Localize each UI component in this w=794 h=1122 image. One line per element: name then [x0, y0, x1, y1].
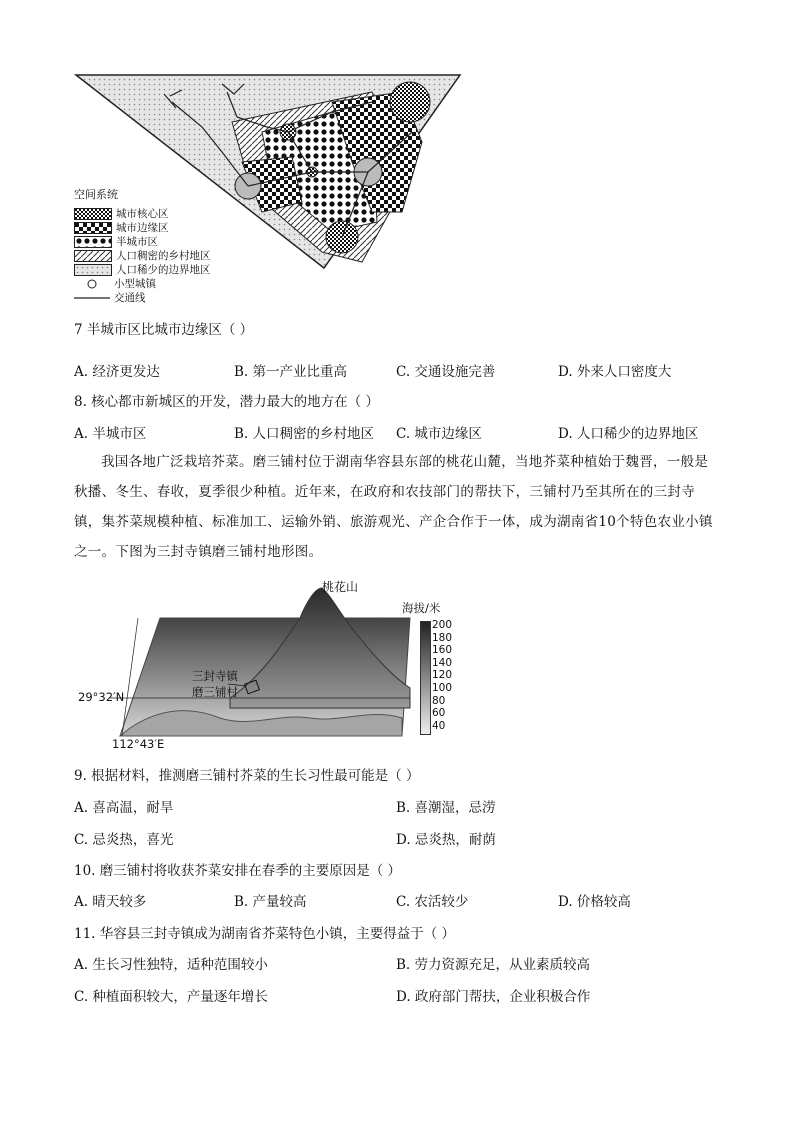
legend-title: 空间系统: [74, 188, 118, 201]
q8-option-a[interactable]: A. 半城市区: [74, 426, 147, 442]
legend-swatch-rural: [74, 250, 112, 262]
legend-item: [74, 248, 211, 263]
legend-item: [74, 262, 211, 277]
town-label: 三封寺镇: [192, 669, 238, 683]
q7-option-c[interactable]: C. 交通设施完善: [396, 364, 496, 380]
village-label: 磨三铺村: [192, 685, 238, 699]
q7-option-b[interactable]: B. 第一产业比重高: [234, 364, 348, 380]
legend-item: [74, 220, 169, 235]
elevation-tick: 80: [432, 694, 446, 707]
legend-label: 人口稠密的乡村地区: [116, 250, 211, 262]
legend-swatch-line: [74, 293, 110, 303]
q11-option-a[interactable]: A. 生长习性独特，适种范围较小: [74, 957, 268, 973]
q8-option-c[interactable]: C. 城市边缘区: [396, 426, 482, 442]
question-9-stem: 9. 根据材料，推测磨三铺村芥菜的生长习性最可能是（ ）: [74, 768, 420, 784]
elevation-ticks: [432, 619, 452, 732]
q7-option-d[interactable]: D. 外来人口密度大: [558, 364, 672, 380]
elevation-tick: 100: [432, 681, 453, 694]
legend-label: 交通线: [114, 292, 146, 304]
elevation-tick: 40: [432, 719, 446, 732]
legend-item: [74, 206, 169, 221]
latitude-label: 29°32′N: [78, 690, 125, 704]
peak-label: 桃花山: [322, 580, 359, 594]
q10-option-b[interactable]: B. 产量较高: [234, 894, 307, 910]
legend-label: 半城市区: [116, 236, 158, 248]
legend-item: [74, 234, 158, 249]
urban-core-region: [390, 82, 430, 122]
legend-swatch-core: [74, 208, 112, 220]
question-11-stem: 11. 华容县三封寺镇成为湖南省芥菜特色小镇，主要得益于（ ）: [74, 926, 456, 942]
legend-swatch-border: [74, 264, 112, 276]
legend-label: 人口稀少的边界地区: [116, 264, 211, 276]
q8-option-d[interactable]: D. 人口稀少的边界地区: [558, 426, 699, 442]
elevation-tick: 120: [432, 669, 453, 682]
legend-swatch-semi: [74, 236, 112, 248]
legend-label: 城市边缘区: [116, 222, 169, 234]
elevation-tick: 180: [432, 631, 453, 644]
q9-option-a[interactable]: A. 喜高温，耐旱: [74, 800, 174, 816]
q9-option-d[interactable]: D. 忌炎热，耐荫: [396, 832, 496, 848]
legend-swatch-edge: [74, 222, 112, 234]
question-10-stem: 10. 磨三铺村将收获芥菜安排在春季的主要原因是（ ）: [74, 863, 402, 879]
longitude-label: 112°43′E: [112, 737, 165, 751]
legend-label: 城市核心区: [116, 208, 169, 220]
legend-swatch-town: [74, 279, 110, 289]
q7-option-a[interactable]: A. 经济更发达: [74, 364, 160, 380]
question-8-stem: 8. 核心都市新城区的开发，潜力最大的地方在（ ）: [74, 394, 379, 410]
legend-item: [74, 276, 156, 291]
elevation-scale-title: 海拔/米: [402, 601, 441, 615]
q9-option-c[interactable]: C. 忌炎热，喜光: [74, 832, 174, 848]
elevation-color-bar: [420, 621, 431, 735]
q11-option-b[interactable]: B. 劳力资源充足，从业素质较高: [396, 957, 591, 973]
q9-option-b[interactable]: B. 喜潮湿，忌涝: [396, 800, 496, 816]
q11-option-c[interactable]: C. 种植面积较大，产量逐年增长: [74, 989, 268, 1005]
q10-option-d[interactable]: D. 价格较高: [558, 894, 631, 910]
question-7-stem: 7 半城市区比城市边缘区（ ）: [74, 322, 254, 338]
legend-item: [74, 290, 146, 305]
q8-option-b[interactable]: B. 人口稠密的乡村地区: [234, 426, 375, 442]
reading-passage: 我国各地广泛栽培芥菜。磨三铺村位于湖南华容县东部的桃花山麓，当地芥菜种植始于魏晋，一般是秋播、冬生、春收，夏季很少种植。近年来，在政府和农技部门的帮扶下，三铺村乃至其所在的三封寺镇，集芥菜规模种植、标准加工、运输外销、旅游观光、产企合作于一体，成为湖南省10个特色农业小镇之一。下图为三封寺镇磨三铺村地形图。: [74, 454, 713, 560]
elevation-tick: 60: [432, 707, 446, 720]
q10-option-c[interactable]: C. 农活较少: [396, 894, 469, 910]
elevation-tick: 200: [432, 619, 453, 631]
q11-option-d[interactable]: D. 政府部门帮扶，企业积极合作: [396, 989, 591, 1005]
elevation-tick: 160: [432, 644, 453, 657]
q10-option-a[interactable]: A. 晴天较多: [74, 894, 147, 910]
legend-label: 小型城镇: [114, 278, 156, 290]
elevation-tick: 140: [432, 656, 453, 669]
